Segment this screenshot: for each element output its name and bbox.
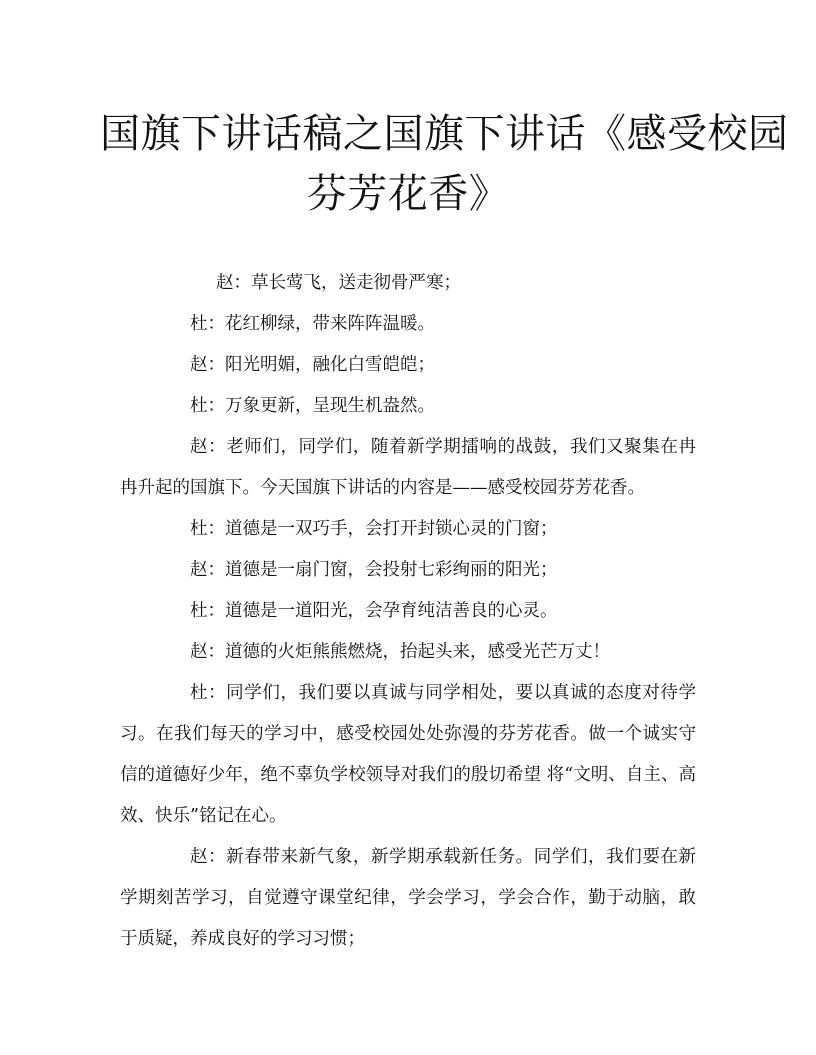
paragraph: 赵：老师们，同学们，随着新学期擂响的战鼓，我们又聚集在冉冉升起的国旗下。今天国旗下讲话的内容是——感受校园芬芳花香。 xyxy=(120,437,696,498)
paragraph: 赵：新春带来新气象，新学期承载新任务。同学们，我们要在新学期刻苦学习，自觉遵守课堂纪律，学会学习，学会合作，勤于动脑，敢于质疑，养成良好的学习习惯； xyxy=(120,847,696,949)
document-title-line-1: 国旗下讲话稿之国旗下讲话《感受校园 xyxy=(100,111,789,157)
paragraph: 杜：道德是一双巧手，会打开封锁心灵的门窗； xyxy=(190,519,558,539)
paragraph: 杜：花红柳绿，带来阵阵温暖。 xyxy=(190,314,435,334)
paragraph: 赵：阳光明媚，融化白雪皑皑； xyxy=(190,355,435,375)
paragraph: 赵：道德是一扇门窗，会投射七彩绚丽的阳光； xyxy=(190,560,558,580)
paragraph: 杜：万象更新，呈现生机盎然。 xyxy=(190,396,435,416)
document-title-line-2: 芬芳花香》 xyxy=(306,171,510,217)
paragraph: 杜：同学们，我们要以真诚与同学相处，要以真诚的态度对待学习。在我们每天的学习中，感受校园处处弥漫的芬芳花香。做一个诚实守信的道德好少年，绝不辜负学校领导对我们的殷切希望 将“文明、自主、高效、快乐”铭记在心。 xyxy=(120,683,696,826)
document-body xyxy=(120,263,696,960)
paragraph: 赵：草长莺飞，送走彻骨严寒； xyxy=(216,273,461,293)
paragraph: 杜：道德是一道阳光，会孕育纯洁善良的心灵。 xyxy=(190,601,558,621)
paragraph: 赵：道德的火炬熊熊燃烧，抬起头来，感受光芒万丈！ xyxy=(190,642,610,662)
